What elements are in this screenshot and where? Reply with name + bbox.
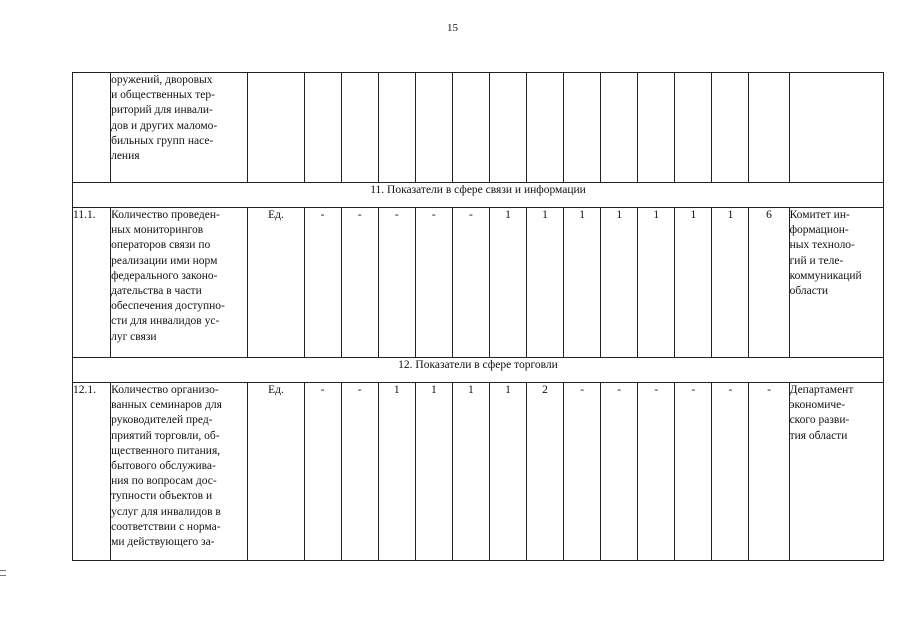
value-cell: 2: [527, 383, 564, 561]
value-cell: -: [564, 383, 601, 561]
value-cell: 1: [415, 383, 452, 561]
responsible-cell: Комитет ин- формацион- ных техноло- гий и теле- коммуникаций области: [789, 208, 883, 358]
value-cell: 1: [452, 383, 489, 561]
page-number: 15: [447, 22, 458, 34]
value-cell: -: [638, 383, 675, 561]
value-cell: 1: [489, 208, 526, 358]
indicators-table: [72, 72, 884, 561]
section-title: 12. Показатели в сфере торговли: [73, 358, 884, 383]
section-title: 11. Показатели в сфере связи и информации: [73, 183, 884, 208]
table-row: [73, 383, 884, 561]
row-number: 12.1.: [73, 383, 111, 561]
value-cell: 1: [527, 208, 564, 358]
value-cell: -: [304, 208, 341, 358]
value-total-cell: -: [749, 383, 789, 561]
unit-cell: Ед.: [248, 383, 304, 561]
value-cell: -: [601, 383, 638, 561]
row-description: Количество организо- ванных семинаров для руководителей пред- приятий торговли, об- щественного питания, бытового обслужива- ния по вопросам дос- тупности объектов и услуг для инвалидов в соответствии с норма- ми действующего за-: [111, 383, 248, 561]
table-row-continuation: [73, 73, 884, 183]
value-cell: 1: [564, 208, 601, 358]
value-cell: -: [341, 208, 378, 358]
value-cell: -: [675, 383, 712, 561]
value-cell: -: [341, 383, 378, 561]
value-cell: -: [712, 383, 749, 561]
value-cell: 1: [378, 383, 415, 561]
value-cell: -: [304, 383, 341, 561]
table-row: [73, 208, 884, 358]
value-cell: -: [415, 208, 452, 358]
section-header-row: [73, 183, 884, 208]
scan-edge-mark: [0, 570, 6, 576]
row-description: Количество проведен- ных мониторингов операторов связи по реализации ими норм федерального законо- дательства в части обеспечения доступно- сти для инвалидов ус- луг связи: [111, 208, 248, 358]
value-cell: 1: [638, 208, 675, 358]
row-description: оружений, дворовых и общественных тер- риторий для инвали- дов и других маломо- бильных групп насе- ления: [111, 73, 248, 183]
value-cell: -: [378, 208, 415, 358]
section-header-row: [73, 358, 884, 383]
value-cell: 1: [712, 208, 749, 358]
value-cell: 1: [489, 383, 526, 561]
responsible-cell: Департамент экономиче- ского разви- тия области: [789, 383, 883, 561]
unit-cell: Ед.: [248, 208, 304, 358]
value-cell: 1: [675, 208, 712, 358]
value-cell: -: [452, 208, 489, 358]
row-number: 11.1.: [73, 208, 111, 358]
value-total-cell: 6: [749, 208, 789, 358]
value-cell: 1: [601, 208, 638, 358]
